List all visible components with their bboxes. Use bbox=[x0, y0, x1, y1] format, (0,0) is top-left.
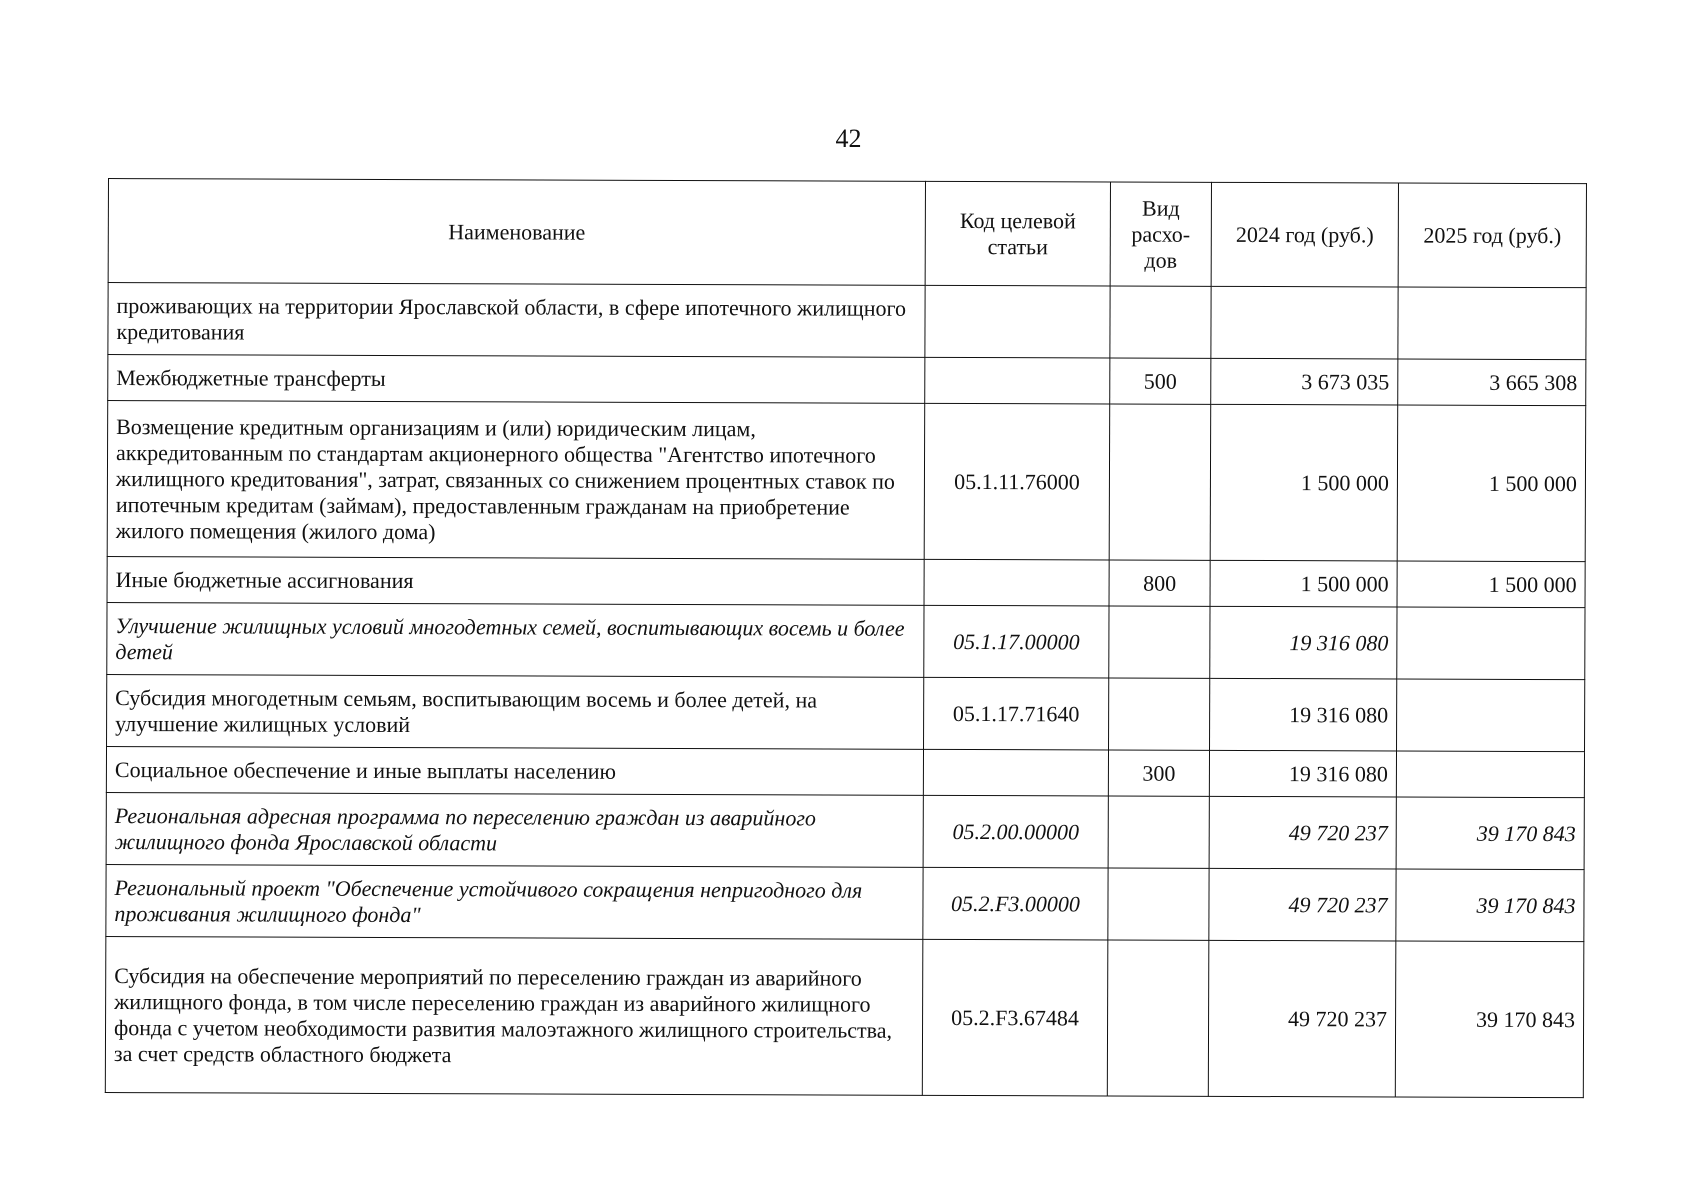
row-kind bbox=[1109, 678, 1210, 750]
row-2025: 1 500 000 bbox=[1397, 405, 1586, 562]
row-name: Улучшение жилищных условий многодетных семей, воспитывающих восемь и более детей bbox=[107, 602, 924, 677]
row-2025: 39 170 843 bbox=[1396, 797, 1584, 870]
header-code: Код целевой статьи bbox=[925, 181, 1110, 286]
table-row bbox=[106, 746, 1584, 797]
table-row bbox=[106, 792, 1584, 869]
row-2025 bbox=[1398, 287, 1586, 360]
row-code: 05.2.F3.67484 bbox=[922, 939, 1108, 1096]
row-code bbox=[925, 285, 1110, 358]
budget-table bbox=[105, 178, 1587, 1098]
row-code bbox=[923, 749, 1108, 796]
row-2025 bbox=[1396, 751, 1584, 798]
row-code: 05.2.00.00000 bbox=[923, 795, 1108, 868]
row-2025 bbox=[1397, 607, 1585, 680]
row-kind: 300 bbox=[1108, 750, 1209, 796]
table-row bbox=[107, 602, 1585, 679]
row-2024: 1 500 000 bbox=[1210, 560, 1397, 607]
table-row bbox=[105, 936, 1584, 1097]
row-kind bbox=[1108, 868, 1209, 940]
table-header-row bbox=[108, 179, 1586, 288]
row-kind: 800 bbox=[1109, 560, 1210, 606]
row-name: Иные бюджетные ассигнования bbox=[107, 556, 924, 605]
header-kind: Вид расхо-дов bbox=[1110, 182, 1211, 286]
row-2024: 3 673 035 bbox=[1211, 358, 1398, 405]
row-name: проживающих на территории Ярославской области, в сфере ипотечного жилищного кредитования bbox=[108, 283, 925, 358]
table-row bbox=[107, 674, 1585, 751]
row-name: Межбюджетные трансферты bbox=[108, 355, 925, 404]
row-code bbox=[925, 357, 1110, 404]
page-number: 42 bbox=[835, 124, 862, 153]
row-code: 05.2.F3.00000 bbox=[923, 867, 1108, 940]
header-2025: 2025 год (руб.) bbox=[1398, 183, 1586, 288]
row-2024 bbox=[1211, 286, 1398, 359]
row-kind bbox=[1109, 404, 1211, 560]
row-name: Социальное обеспечение и иные выплаты населению bbox=[106, 746, 923, 795]
row-code bbox=[924, 559, 1109, 606]
row-name: Субсидия на обеспечение мероприятий по переселению граждан из аварийного жилищного фонда, в том числе переселению граждан из аварийного жилищного фонда с учетом необходимости развития малоэтажного жилищного строительства, за счет средств областного бюджета bbox=[105, 936, 923, 1095]
row-2024: 49 720 237 bbox=[1209, 796, 1396, 869]
table-row bbox=[107, 401, 1586, 562]
row-kind bbox=[1107, 940, 1209, 1096]
header-2024: 2024 год (руб.) bbox=[1211, 182, 1398, 287]
row-2025 bbox=[1397, 679, 1585, 752]
row-kind: 500 bbox=[1110, 358, 1211, 404]
row-2024: 19 316 080 bbox=[1210, 606, 1397, 679]
table-row bbox=[108, 283, 1586, 360]
row-2025: 39 170 843 bbox=[1395, 941, 1584, 1098]
table-row bbox=[107, 556, 1585, 607]
row-2024: 1 500 000 bbox=[1210, 404, 1398, 561]
row-2024: 49 720 237 bbox=[1209, 868, 1396, 941]
table-row bbox=[108, 355, 1586, 406]
row-kind bbox=[1108, 796, 1209, 868]
row-name: Возмещение кредитным организациям и (или) юридическим лицам, аккредитованным по стандартам акционерного общества "Агентство ипотечного жилищного кредитования", затрат, связанных со снижением процентных ставок по ипотечным кредитам (займам), предоставленным гражданам на приобретение жилого помещения (жилого дома) bbox=[107, 401, 925, 560]
row-2025: 39 170 843 bbox=[1396, 869, 1584, 942]
row-code: 05.1.17.00000 bbox=[924, 605, 1109, 678]
row-kind bbox=[1110, 286, 1211, 358]
row-2024: 19 316 080 bbox=[1210, 678, 1397, 751]
row-kind bbox=[1109, 606, 1210, 678]
row-name: Региональная адресная программа по переселению граждан из аварийного жилищного фонда Ярославской области bbox=[106, 792, 923, 867]
row-2025: 1 500 000 bbox=[1397, 561, 1585, 608]
row-2024: 49 720 237 bbox=[1208, 940, 1396, 1097]
row-code: 05.1.17.71640 bbox=[924, 677, 1109, 750]
row-name: Региональный проект "Обеспечение устойчивого сокращения непригодного для проживания жилищного фонда" bbox=[106, 864, 923, 939]
row-2024: 19 316 080 bbox=[1209, 750, 1396, 797]
row-code: 05.1.11.76000 bbox=[924, 403, 1110, 560]
header-name: Наименование bbox=[108, 179, 925, 286]
table-row bbox=[106, 864, 1584, 941]
row-name: Субсидия многодетным семьям, воспитывающим восемь и более детей, на улучшение жилищных условий bbox=[107, 674, 924, 749]
row-2025: 3 665 308 bbox=[1398, 359, 1586, 406]
